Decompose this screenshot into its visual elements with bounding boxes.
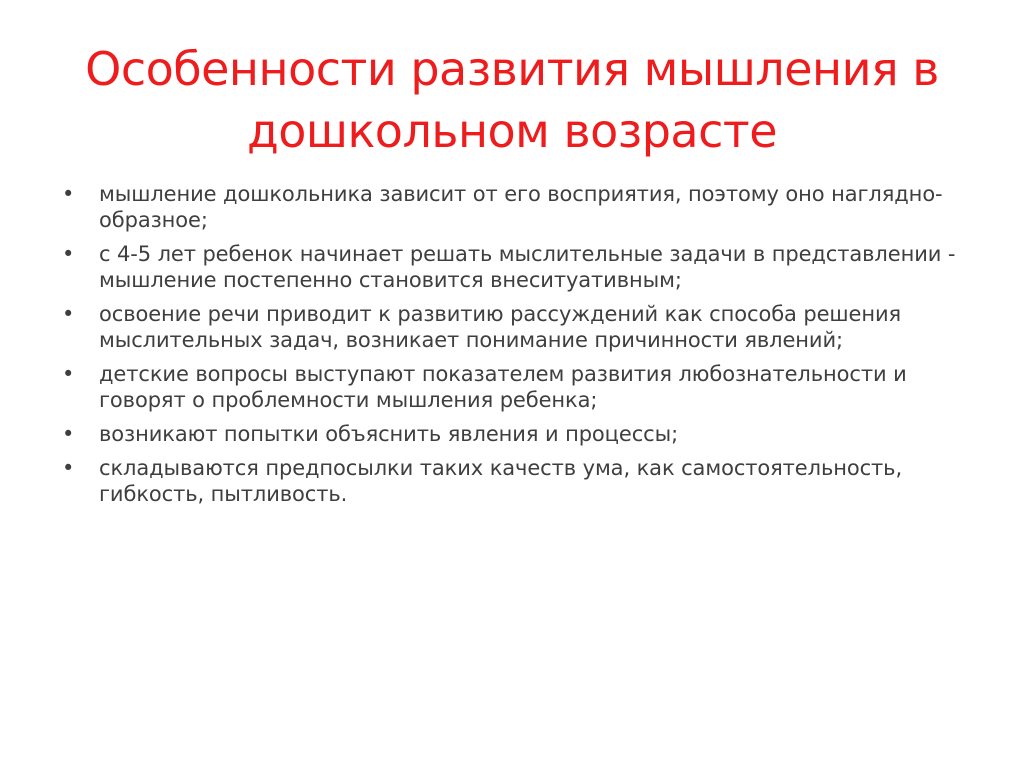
- list-item-text: с 4-5 лет ребенок начинает решать мыслительные задачи в представлении - мышление постепенно становится внеситуативным;: [99, 242, 956, 292]
- list-item: [62, 241, 972, 293]
- bullet-icon: •: [62, 362, 75, 386]
- list-item-text: освоение речи приводит к развитию рассуждений как способа решения мыслительных задач, возникает понимание причинности явлений;: [99, 302, 902, 352]
- list-item: [62, 421, 972, 447]
- list-item: [62, 181, 972, 233]
- list-item: [62, 455, 972, 507]
- slide-title: Особенности развития мышления в дошкольном возрасте: [85, 42, 939, 158]
- bullet-icon: •: [62, 422, 75, 446]
- list-item: [62, 361, 972, 413]
- bullet-icon: •: [62, 242, 75, 266]
- list-item-text: мышление дошкольника зависит от его восприятия, поэтому оно наглядно-образное;: [99, 182, 943, 232]
- list-item-text: детские вопросы выступают показателем развития любознательности и говорят о проблемности мышления ребенка;: [99, 362, 907, 412]
- list-item-text: возникают попытки объяснить явления и процессы;: [99, 422, 679, 446]
- bullet-icon: •: [62, 302, 75, 326]
- bullet-list: [62, 181, 972, 515]
- bullet-icon: •: [62, 182, 75, 206]
- list-item-text: складываются предпосылки таких качеств ума, как самостоятельность, гибкость, пытливость.: [99, 456, 903, 506]
- bullet-icon: •: [62, 456, 75, 480]
- list-item: [62, 301, 972, 353]
